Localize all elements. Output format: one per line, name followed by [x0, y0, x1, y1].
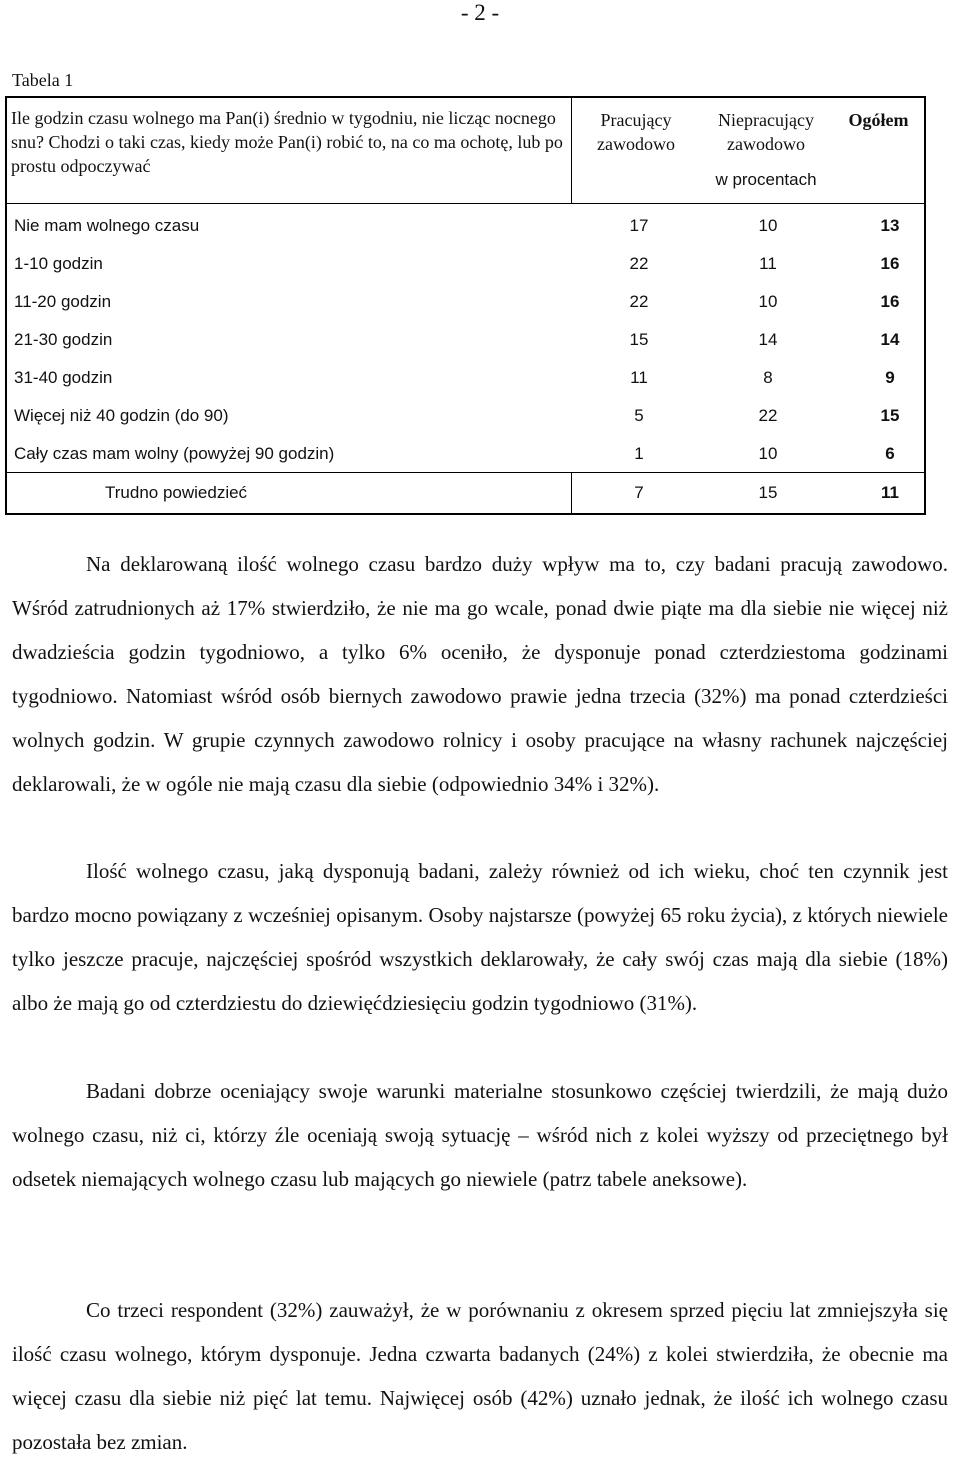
data-table — [5, 96, 926, 515]
table-row — [7, 396, 924, 434]
column-header-total: Ogółem — [848, 110, 909, 130]
value-working: 17 — [629, 216, 649, 235]
value-nonworking: 22 — [758, 406, 778, 425]
value-nonworking: 14 — [758, 330, 778, 349]
row-divider — [571, 473, 572, 513]
value-working: 15 — [629, 330, 649, 349]
value-total: 16 — [880, 254, 900, 273]
survey-question: Ile godzin czasu wolnego ma Pan(i) średnio w tygodniu, nie licząc nocnego snu? Chodzi o taki czas, kiedy może Pan(i) robić to, na co ma ochotę, lub po prostu odpoczywać — [11, 108, 563, 176]
table-row — [7, 244, 924, 282]
value-total: 6 — [885, 444, 895, 463]
value-nonworking: 10 — [758, 292, 778, 311]
table-row — [7, 206, 924, 244]
value-total: 14 — [880, 330, 900, 349]
column-header-nonworking: Niepracujący zawodowo — [718, 110, 814, 154]
value-nonworking: 15 — [758, 483, 778, 502]
body-paragraph: Badani dobrze oceniający swoje warunki materialne stosunkowo częściej twierdzili, że mają dużo wolnego czasu, niż ci, którzy źle oceniają swoją sytuację – wśród nich z kolei wyższy od przeciętnego był odsetek niemających wolnego czasu lub mających go niewiele (patrz tabele aneksowe). — [12, 1079, 948, 1191]
value-working: 5 — [634, 406, 644, 425]
value-working: 22 — [629, 292, 649, 311]
table-row — [7, 320, 924, 358]
column-header-working: Pracujący zawodowo — [597, 110, 675, 154]
table-row — [7, 282, 924, 320]
page-number: - 2 - — [460, 0, 500, 25]
value-total: 13 — [880, 216, 900, 235]
table-row — [7, 358, 924, 396]
value-total: 11 — [881, 483, 899, 502]
row-label: Cały czas mam wolny (powyżej 90 godzin) — [14, 444, 335, 463]
row-label: 11-20 godzin — [14, 292, 112, 311]
row-label: Trudno powiedzieć — [105, 483, 248, 502]
value-working: 11 — [630, 368, 648, 387]
value-total: 16 — [880, 292, 900, 311]
table-caption: Tabela 1 — [12, 70, 74, 90]
value-working: 1 — [634, 444, 644, 463]
table-row — [7, 434, 924, 472]
body-paragraph: Co trzeci respondent (32%) zauważył, że w porównaniu z okresem sprzed pięciu lat zmniejszyła się ilość czasu wolnego, którym dysponuje. Jedna czwarta badanych (24%) z kolei stwierdziła, że obecnie ma więcej czasu dla siebie niż pięć lat temu. Najwięcej osób (42%) uznało jednak, że ilość ich wolnego czasu pozostała bez zmian. — [12, 1298, 948, 1454]
value-total: 15 — [880, 406, 900, 425]
body-paragraph: Ilość wolnego czasu, jaką dysponują badani, zależy również od ich wieku, choć ten czynnik jest bardzo mocno powiązany z wcześniej opisanym. Osoby najstarsze (powyżej 65 roku życia), z których niewiele tylko jeszcze pracuje, najczęściej spośród wszystkich deklarowały, że cały swój czas mają dla siebie (18%) albo że mają go od czterdziestu do dziewięćdziesięciu godzin tygodniowo (31%). — [12, 859, 948, 1015]
table-row — [7, 472, 924, 513]
unit-label: w procentach — [715, 170, 817, 189]
header-divider — [571, 98, 572, 203]
table-header — [7, 98, 924, 204]
value-nonworking: 8 — [763, 368, 773, 387]
row-label: Nie mam wolnego czasu — [14, 216, 200, 235]
body-paragraph: Na deklarowaną ilość wolnego czasu bardzo duży wpływ ma to, czy badani pracują zawodowo. Wśród zatrudnionych aż 17% stwierdziło, że nie ma go wcale, ponad dwie piąte ma dla siebie nie więcej niż dwadzieścia godzin tygodniowo, a tylko 6% oceniło, że dysponuje ponad czterdziestoma godzinami tygodniowo. Natomiast wśród osób biernych zawodowo prawie jedna trzecia (32%) ma ponad czterdzieści wolnych godzin. W grupie czynnych zawodowo rolnicy i osoby pracujące na własny rachunek najczęściej deklarowali, że w ogóle nie mają czasu dla siebie (odpowiednio 34% i 32%). — [12, 552, 948, 796]
value-total: 9 — [885, 368, 895, 387]
row-label: 21-30 godzin — [14, 330, 113, 349]
value-nonworking: 10 — [758, 216, 778, 235]
row-label: 1-10 godzin — [14, 254, 103, 273]
value-working: 22 — [629, 254, 649, 273]
value-nonworking: 10 — [758, 444, 778, 463]
row-label: 31-40 godzin — [14, 368, 113, 387]
row-label: Więcej niż 40 godzin (do 90) — [14, 406, 229, 425]
value-working: 7 — [634, 483, 644, 502]
value-nonworking: 11 — [759, 254, 777, 273]
